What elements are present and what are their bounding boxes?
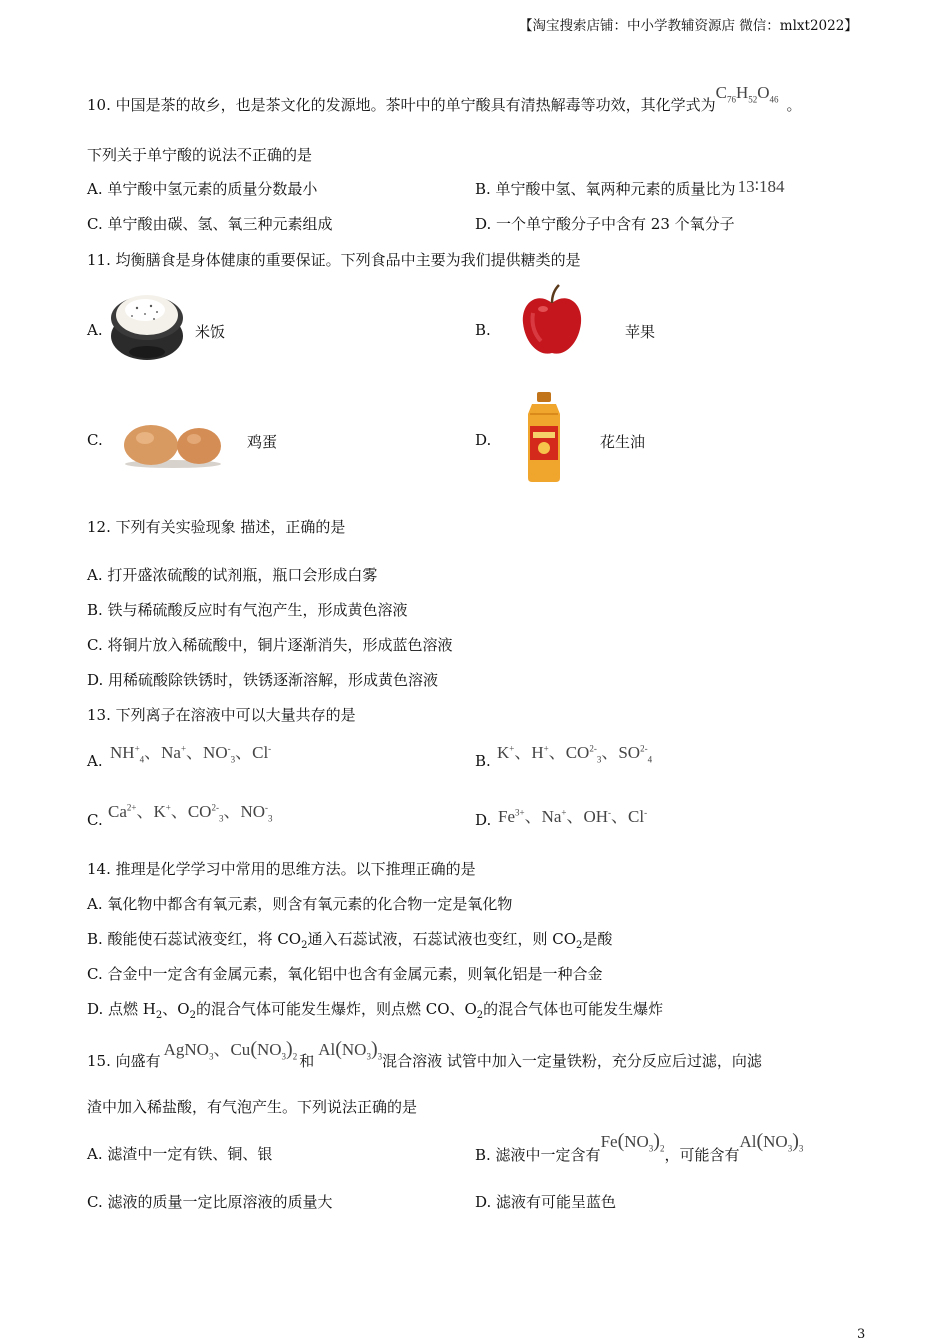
q10-question: 下列关于单宁酸的说法不正确的是	[87, 146, 313, 164]
q11-b-name: 苹果	[625, 323, 656, 341]
q14-option-d: D. 点燃 $H_2$、$O_2$的混合气体可能发生爆炸，则点燃 CO、$O_2$的混合气体也可能发生爆炸	[87, 1000, 664, 1021]
q12-stem: 12. 下列有关实验现象 描述，正确的是	[87, 518, 346, 536]
q15-option-a: A. 滤渣中一定有铁、铜、银	[87, 1145, 273, 1163]
apple-image	[519, 283, 585, 359]
q12-option-a: A. 打开盛浓硫酸的试剂瓶，瓶口会形成白雾	[87, 566, 378, 584]
q10-option-c: C. 单宁酸由碳、氢、氧三种元素组成	[87, 215, 333, 233]
q15-stem: 15. 向盛有AgNO$_3$、$Cu(NO_3)_2$ 和$Al(NO_3)_3$混合溶液 试管中加入一定量铁粉，充分反应后过滤，向滤	[87, 1038, 762, 1070]
q10-stem-text: 10. 中国是茶的故乡，也是茶文化的发源地。茶叶中的单宁酸具有清热解毒等功效，其化学式为	[87, 96, 716, 114]
q10-formula: $C_{76}H_{52}O_{46}$	[715, 83, 779, 105]
q14-option-b: B. 酸能使石蕊试液变红，将 $CO_2$通入石蕊试液，石蕊试液也变红，则 $CO_2$是酸	[87, 930, 613, 951]
q11-a-name: 米饭	[195, 323, 226, 341]
q14-stem: 14. 推理是化学学习中常用的思维方法。以下推理正确的是	[87, 860, 476, 878]
peanut-oil-image	[520, 390, 568, 484]
q15-al-no3-3: $Al(NO_3)_3$	[318, 1038, 383, 1062]
q15-stem-end: 混合溶液 试管中加入一定量铁粉，充分反应后过滤，向滤	[382, 1052, 762, 1070]
q12-option-b: B. 铁与稀硫酸反应时有气泡产生，形成黄色溶液	[87, 601, 408, 619]
q13-option-d-ions: $Fe^{3+}$、Na+、OH-、Cl-	[498, 807, 648, 826]
q13-d-label: D.	[475, 811, 492, 829]
rice-bowl-image	[107, 288, 187, 364]
q15-option-d: D. 滤液有可能呈蓝色	[475, 1193, 617, 1211]
q13-option-a-ions: $NH^+_4$、Na+、$NO^-_3$、Cl-	[110, 743, 272, 765]
q15-agno3: AgNO$_3$	[163, 1040, 214, 1062]
q11-c-label: C.	[87, 431, 103, 449]
page-header: 【淘宝搜索店铺：中小学教辅资源店 微信：mlxt2022】	[519, 18, 858, 34]
q11-b-label: B.	[475, 321, 491, 339]
q11-c-name: 鸡蛋	[247, 433, 278, 451]
q15-stem-start: 15. 向盛有	[87, 1052, 161, 1070]
q14-option-a: A. 氧化物中都含有氧元素，则含有氧元素的化合物一定是氧化物	[87, 895, 513, 913]
q11-a-label: A.	[87, 321, 103, 339]
q10-option-a: A. 单宁酸中氢元素的质量分数最小	[87, 180, 318, 198]
q14-option-c: C. 合金中一定含有金属元素，氧化铝中也含有金属元素，则氧化铝是一种合金	[87, 965, 603, 983]
q10-option-d: D. 一个单宁酸分子中含有 23 个氧分子	[475, 215, 735, 233]
page-number: 3	[857, 1327, 866, 1342]
q11-d-name: 花生油	[600, 433, 646, 451]
q13-option-b-ions: K+、H+、$CO^{2-}_3$、$SO^{2-}_4$	[497, 743, 653, 765]
q15-cu-no3-2: $Cu(NO_3)_2$	[230, 1038, 298, 1062]
q10-option-b: B. 单宁酸中氢、氧两种元素的质量比为 13∶184	[475, 177, 785, 198]
q12-option-d: D. 用稀硫酸除铁锈时，铁锈逐渐溶解，形成黄色溶液	[87, 671, 439, 689]
q13-c-label: C.	[87, 811, 103, 829]
q10-stem: 10. 中国是茶的故乡，也是茶文化的发源地。茶叶中的单宁酸具有清热解毒等功效，其化学式为$C_{76}H_{52}O_{46}$ 。	[87, 83, 802, 114]
q11-stem: 11. 均衡膳食是身体健康的重要保证。下列食品中主要为我们提供糖类的是	[87, 251, 581, 269]
q15-option-b: B. 滤液中一定含有$Fe(NO_3)_2$，可能含有$Al(NO_3)_3$	[475, 1130, 804, 1164]
q13-a-label: A.	[87, 752, 103, 770]
q15-option-c: C. 滤液的质量一定比原溶液的质量大	[87, 1193, 333, 1211]
q13-option-c-ions: $Ca^{2+}$、K+、$CO^{2-}_3$、$NO^-_3$	[108, 802, 273, 824]
q12-option-c: C. 将铜片放入稀硫酸中，铜片逐渐消失，形成蓝色溶液	[87, 636, 453, 654]
q15-question: 渣中加入稀盐酸，有气泡产生。下列说法正确的是	[87, 1098, 418, 1116]
q13-b-label: B.	[475, 752, 491, 770]
q11-d-label: D.	[475, 431, 492, 449]
eggs-image	[121, 423, 225, 469]
q13-stem: 13. 下列离子在溶液中可以大量共存的是	[87, 706, 356, 724]
